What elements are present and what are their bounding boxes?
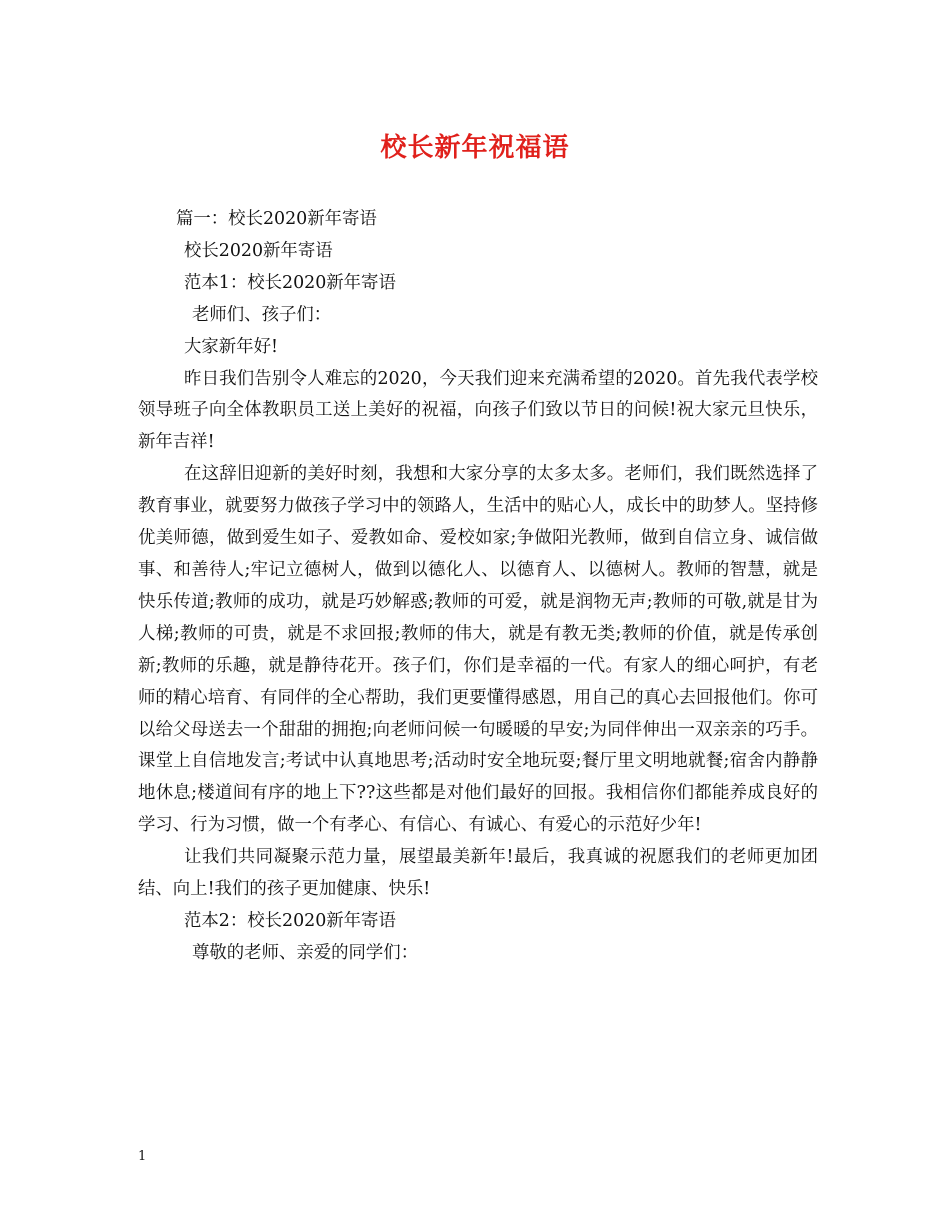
sample1-salutation: 老师们、孩子们： (192, 304, 332, 325)
section-heading: 篇一：校长2020新年寄语 (176, 209, 377, 229)
body-paragraph: 在这辞旧迎新的美好时刻，我想和大家分享的太多太多。老师们，我们既然选择了教育事业，就要努力做孩子学习中的领路人，生活中的贴心人，成长中的助梦人。坚持修优美师德，做到爱生如子、爱教如命、爱校如家;争做阳光教师，做到自信立身、诚信做事、和善待人;牢记立德树人，做到以德化人、以德育人、以德树人。教师的智慧，就是快乐传道;教师的成功，就是巧妙解惑;教师的可爱，就是润物无声;教师的可敬,就是甘为人梯;教师的可贵，就是不求回报;教师的伟大，就是有教无类;教师的价值，就是传承创新;教师的乐趣，就是静待花开。孩子们，你们是幸福的一代。有家人的细心呵护，有老师的精心培育、有同伴的全心帮助，我们更要懂得感恩，用自己的真心去回报他们。你可以给父母送去一个甜甜的拥抱;向老师问候一句暖暖的早安;为同伴伸出一双亲亲的巧手。课堂上自信地发言;考试中认真地思考;活动时安全地玩耍;餐厅里文明地就餐;宿舍内静静地休息;楼道间有序的地上下??这些都是对他们最好的回报。我相信你们都能养成良好的学习、行为习惯，做一个有孝心、有信心、有诚心、有爱心的示范好少年! (138, 464, 818, 836)
subheading: 校长2020新年寄语 (184, 240, 333, 261)
sample1-greeting: 大家新年好! (184, 336, 278, 357)
sample2-heading: 范本2：校长2020新年寄语 (184, 910, 396, 931)
sample1-heading: 范本1：校长2020新年寄语 (184, 272, 396, 293)
page-number: 1 (138, 1149, 147, 1164)
document-body (138, 204, 818, 970)
body-paragraph: 昨日我们告别令人难忘的2020，今天我们迎来充满希望的2020。首先我代表学校领导班子向全体教职员工送上美好的祝福，向孩子们致以节日的问候!祝大家元旦快乐，新年吉祥! (138, 368, 818, 453)
document-title: 校长新年祝福语 (380, 133, 570, 163)
body-paragraph: 让我们共同凝聚示范力量，展望最美新年!最后，我真诚的祝愿我们的老师更加团结、向上!我们的孩子更加健康、快乐! (138, 847, 818, 900)
sample2-salutation: 尊敬的老师、亲爱的同学们： (192, 942, 419, 963)
